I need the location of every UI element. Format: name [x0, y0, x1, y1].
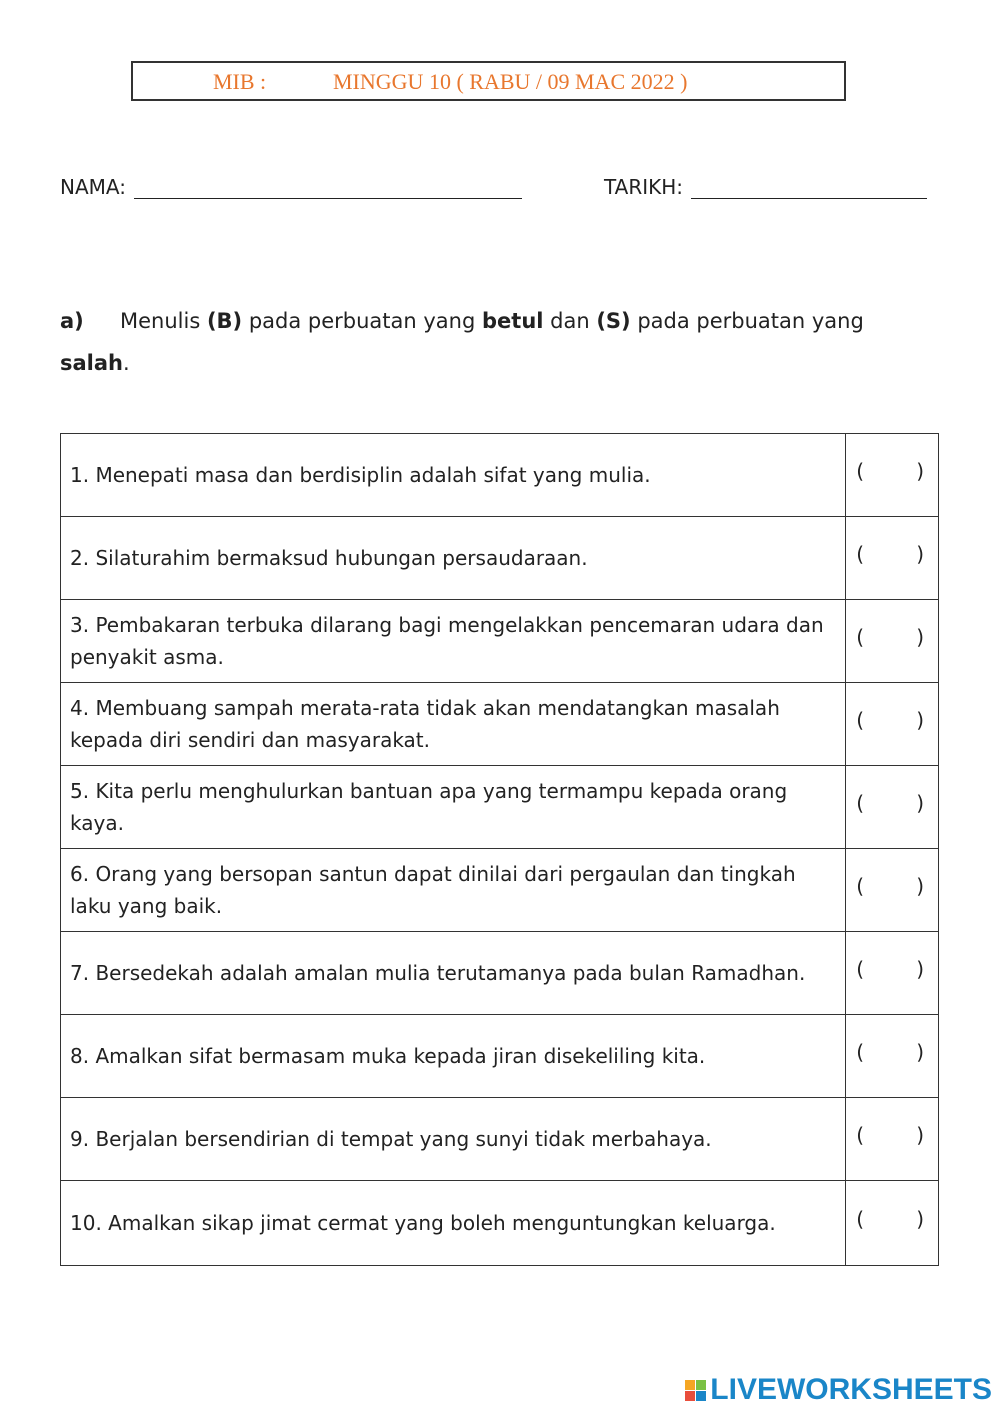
header-week: MINGGU 10 ( RABU / 09 MAC 2022 ) — [333, 69, 688, 94]
question-text: 5. Kita perlu menghulurkan bantuan apa yang termampu kepada orang kaya. — [61, 766, 846, 849]
answer-cell[interactable] — [846, 766, 939, 849]
instruction-text-2: pada perbuatan yang — [242, 309, 482, 333]
student-fields — [60, 175, 940, 205]
bracket-close: ) — [916, 459, 924, 483]
bracket-close: ) — [916, 874, 924, 898]
bracket-open: ( — [856, 957, 865, 981]
instruction-b: (B) — [206, 309, 243, 333]
logo-square-4 — [696, 1391, 706, 1401]
bracket-close: ) — [916, 1207, 924, 1231]
logo-square-1 — [685, 1380, 695, 1390]
answer-cell[interactable] — [846, 1098, 939, 1181]
header-box — [131, 61, 846, 101]
answer-cell[interactable] — [846, 932, 939, 1015]
bracket-open: ( — [856, 625, 865, 649]
instruction — [60, 300, 940, 384]
bracket-open: ( — [856, 459, 865, 483]
question-text: 3. Pembakaran terbuka dilarang bagi mengelakkan pencemaran udara dan penyakit asma. — [61, 600, 846, 683]
bracket-close: ) — [916, 957, 924, 981]
question-text: 1. Menepati masa dan berdisiplin adalah sifat yang mulia. — [61, 434, 846, 517]
question-row — [61, 1015, 939, 1098]
bracket-close: ) — [916, 625, 924, 649]
liveworksheets-logo — [685, 1373, 992, 1407]
question-text: 6. Orang yang bersopan santun dapat dinilai dari pergaulan dan tingkah laku yang baik. — [61, 849, 846, 932]
answer-cell[interactable] — [846, 1181, 939, 1266]
logo-square-2 — [696, 1380, 706, 1390]
logo-square-3 — [685, 1391, 695, 1401]
header-mib: MIB : — [213, 69, 267, 94]
bracket-close: ) — [916, 791, 924, 815]
bracket-close: ) — [916, 708, 924, 732]
instruction-betul: betul — [482, 309, 544, 333]
question-text: 2. Silaturahim bermaksud hubungan persaudaraan. — [61, 517, 846, 600]
question-table — [60, 433, 939, 1266]
instruction-salah: salah — [60, 351, 123, 375]
bracket-open: ( — [856, 1123, 865, 1147]
instruction-s: (S) — [596, 309, 631, 333]
answer-cell[interactable] — [846, 517, 939, 600]
nama-line[interactable] — [134, 176, 522, 199]
logo-text: LIVEWORKSHEETS — [710, 1373, 992, 1406]
instruction-period: . — [123, 351, 130, 375]
question-text: 9. Berjalan bersendirian di tempat yang sunyi tidak merbahaya. — [61, 1098, 846, 1181]
bracket-open: ( — [856, 542, 865, 566]
nama-label: NAMA: — [60, 175, 126, 199]
tarikh-line[interactable] — [691, 176, 927, 199]
question-text: 7. Bersedekah adalah amalan mulia terutamanya pada bulan Ramadhan. — [61, 932, 846, 1015]
instruction-tag: a) — [60, 309, 84, 333]
answer-cell[interactable] — [846, 849, 939, 932]
bracket-open: ( — [856, 791, 865, 815]
question-row — [61, 600, 939, 683]
instruction-text-4: pada perbuatan yang — [630, 309, 864, 333]
bracket-close: ) — [916, 1123, 924, 1147]
bracket-open: ( — [856, 708, 865, 732]
bracket-close: ) — [916, 1040, 924, 1064]
answer-cell[interactable] — [846, 683, 939, 766]
question-row — [61, 517, 939, 600]
question-row — [61, 932, 939, 1015]
question-row — [61, 1181, 939, 1266]
question-row — [61, 766, 939, 849]
bracket-open: ( — [856, 1040, 865, 1064]
tarikh-label: TARIKH: — [604, 175, 684, 199]
bracket-close: ) — [916, 542, 924, 566]
bracket-open: ( — [856, 874, 865, 898]
instruction-text-3: dan — [543, 309, 597, 333]
bracket-open: ( — [856, 1207, 865, 1231]
instruction-text-1: Menulis — [120, 309, 207, 333]
question-text: 8. Amalkan sifat bermasam muka kepada jiran disekeliling kita. — [61, 1015, 846, 1098]
question-row — [61, 683, 939, 766]
question-row — [61, 434, 939, 517]
question-text: 10. Amalkan sikap jimat cermat yang boleh menguntungkan keluarga. — [61, 1181, 846, 1266]
question-row — [61, 1098, 939, 1181]
question-row — [61, 849, 939, 932]
question-text: 4. Membuang sampah merata-rata tidak akan mendatangkan masalah kepada diri sendiri dan masyarakat. — [61, 683, 846, 766]
answer-cell[interactable] — [846, 434, 939, 517]
tarikh-field[interactable] — [604, 175, 927, 199]
logo-mark-icon — [685, 1380, 706, 1401]
answer-cell[interactable] — [846, 1015, 939, 1098]
nama-field[interactable] — [60, 175, 522, 199]
answer-cell[interactable] — [846, 600, 939, 683]
